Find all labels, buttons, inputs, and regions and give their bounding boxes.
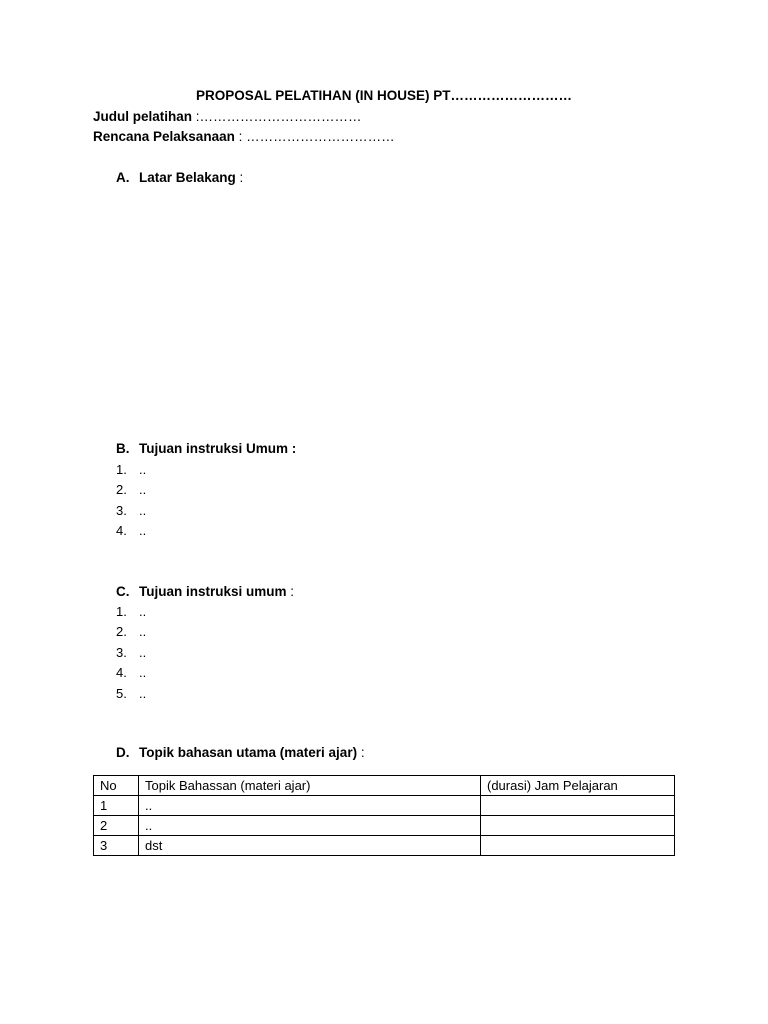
list-text: .. — [139, 523, 147, 539]
field-value: : …………………………… — [234, 129, 395, 144]
list-number: 5. — [116, 685, 127, 701]
list-text: .. — [139, 482, 147, 498]
section-d-topik-bahasan-utama — [116, 745, 365, 760]
section-a-latar-belakang — [116, 170, 243, 185]
list-text: .. — [139, 624, 147, 640]
list-number: 3. — [116, 644, 127, 660]
table-cell — [481, 816, 675, 836]
section-heading: Tujuan instruksi Umum : — [139, 441, 297, 456]
list-text: .. — [139, 462, 147, 477]
document-title: PROPOSAL PELATIHAN (IN HOUSE) PT……………………… — [195, 88, 573, 103]
list-text: .. — [139, 604, 147, 619]
list-text: .. — [139, 685, 147, 701]
table-header-row — [94, 776, 675, 796]
list-number: 1. — [116, 462, 127, 477]
list-section-b — [116, 460, 146, 542]
table-cell: 1 — [94, 796, 139, 816]
list-item — [116, 602, 146, 622]
list-item — [116, 521, 146, 541]
section-letter: B. — [116, 441, 130, 456]
list-section-c — [116, 602, 146, 704]
table-header-cell: No — [94, 776, 139, 796]
table-header-cell: (durasi) Jam Pelajaran — [481, 776, 675, 796]
list-item — [116, 643, 146, 663]
table-cell: dst — [139, 836, 481, 856]
list-item — [116, 460, 146, 480]
list-item — [116, 663, 146, 683]
list-text: .. — [139, 644, 147, 660]
list-number: 2. — [116, 624, 127, 640]
list-item — [116, 480, 146, 500]
topik-table — [93, 775, 675, 856]
list-item — [116, 684, 146, 704]
table-row — [94, 836, 675, 856]
section-c-tujuan-instruksi-umum — [116, 584, 294, 599]
section-letter: A. — [116, 170, 130, 185]
section-b-tujuan-instruksi-umum — [116, 441, 296, 456]
list-item — [116, 622, 146, 642]
table-cell — [481, 796, 675, 816]
list-item — [116, 501, 146, 521]
table-cell: 3 — [94, 836, 139, 856]
list-number: 3. — [116, 502, 127, 518]
list-text: .. — [139, 665, 147, 681]
field-label: Judul pelatihan — [93, 109, 193, 124]
section-heading: Latar Belakang — [139, 170, 236, 185]
list-number: 1. — [116, 604, 127, 619]
table-row — [94, 796, 675, 816]
list-number: 4. — [116, 523, 127, 539]
section-suffix: : — [235, 170, 244, 185]
section-suffix: : — [286, 584, 295, 599]
field-value: :……………………………… — [192, 109, 362, 124]
section-letter: C. — [116, 584, 130, 599]
table-header-cell: Topik Bahassan (materi ajar) — [139, 776, 481, 796]
section-suffix: : — [357, 745, 365, 760]
section-heading: Topik bahasan utama (materi ajar) — [139, 745, 358, 760]
section-heading: Tujuan instruksi umum — [139, 584, 287, 599]
table-cell: .. — [139, 796, 481, 816]
field-label: Rencana Pelaksanaan — [93, 129, 235, 144]
list-number: 4. — [116, 665, 127, 681]
list-text: .. — [139, 502, 147, 518]
section-letter: D. — [116, 745, 130, 760]
field-rencana-pelaksanaan — [93, 129, 395, 144]
table-row — [94, 816, 675, 836]
field-judul-pelatihan — [93, 109, 362, 124]
table-cell: 2 — [94, 816, 139, 836]
table-cell — [481, 836, 675, 856]
list-number: 2. — [116, 482, 127, 498]
table-cell: .. — [139, 816, 481, 836]
